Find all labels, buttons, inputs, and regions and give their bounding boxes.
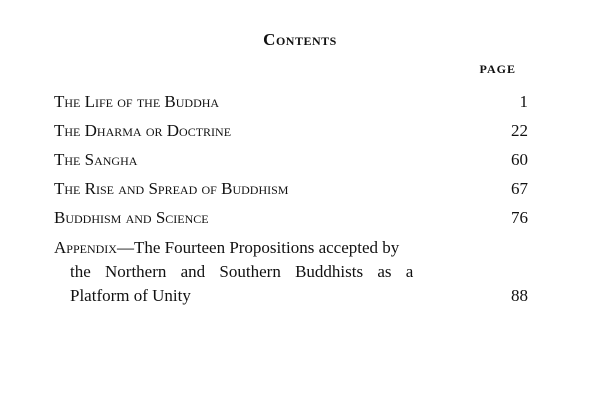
toc-entry-page: 76 (511, 208, 528, 227)
toc-entry (54, 206, 528, 230)
toc-entry-title: Buddhism and Science (54, 208, 209, 227)
toc-entry-page: 60 (511, 150, 528, 169)
appendix-line-2: the Northern and Southern Buddhists as a (70, 262, 414, 281)
toc-entry-title: The Dharma or Doctrine (54, 121, 232, 140)
appendix-line-3 (54, 284, 528, 308)
toc-entry-page: 88 (511, 286, 528, 305)
page-column-header: PAGE (479, 62, 516, 76)
appendix-line-1 (54, 236, 528, 260)
toc-entry (54, 177, 528, 201)
toc-entry (54, 90, 528, 114)
page-title: Contents (263, 30, 337, 49)
toc-entry-title: The Sangha (54, 150, 138, 169)
appendix-line-1-text: —The Fourteen Propositions accepted by (116, 238, 400, 257)
toc-entry-page: 22 (511, 121, 528, 140)
appendix-line-3-text: Platform of Unity (70, 286, 191, 305)
toc-entry (54, 119, 528, 143)
toc-entry-title: The Life of the Buddha (54, 92, 220, 111)
toc-appendix-entry (54, 236, 528, 308)
toc-entry-title: The Rise and Spread of Buddhism (54, 179, 289, 198)
toc-entry (54, 148, 528, 172)
toc-entry-page: 67 (511, 179, 528, 198)
appendix-lead: Appendix (54, 238, 117, 257)
toc-entry-page: 1 (519, 92, 528, 111)
